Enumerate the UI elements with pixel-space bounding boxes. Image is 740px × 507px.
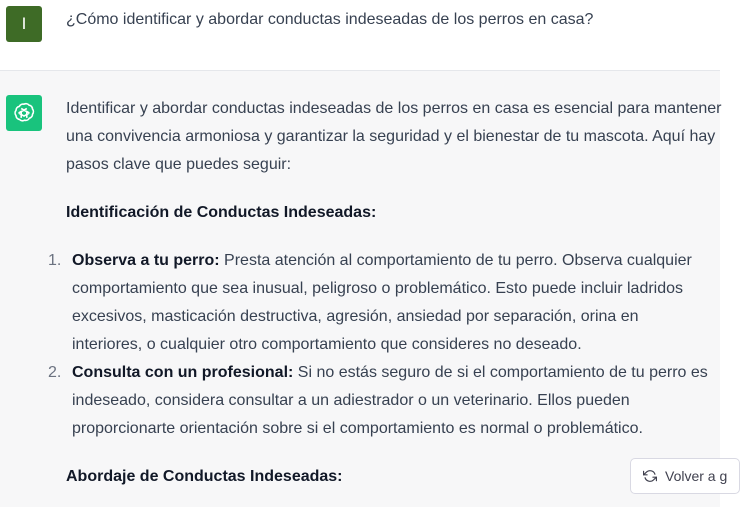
list-item-title: Observa a tu perro: [72, 252, 220, 269]
section-heading-approach: Abordaje de Conductas Indeseadas: [66, 468, 343, 485]
list-item [48, 359, 712, 443]
regenerate-button[interactable] [630, 458, 740, 494]
assistant-avatar [6, 95, 42, 131]
answer-intro: Identificar y abordar conductas indeseadas de los perros en casa es esencial para mantener una convivencia armoniosa y garantizar la seguridad y el bienestar de tu mascota. Aquí hay pasos clave que puedes seguir: [66, 100, 722, 173]
refresh-icon [643, 469, 657, 483]
section-heading-identification: Identificación de Conductas Indeseadas: [66, 204, 377, 221]
regenerate-button-label: Volver a g [665, 468, 728, 484]
assistant-answer [48, 95, 726, 491]
list-item-text: Presta atención al comportamiento de tu perro. Observa cualquier comportamiento que sea inusual, peligroso o problemático. Esto puede incluir ladridos excesivos, masticación destructiva, agresión, ansiedad por separación, orina en interiores, o cualquier otro comportamiento que consideres no deseado. [72, 252, 692, 353]
list-item-text: Si no estás seguro de si el comportamiento de tu perro es indeseado, considera consultar a un adiestrador o un veterinario. Ellos pueden proporcionarte orientación sobre si el comportamiento es normal o problemático. [72, 364, 708, 437]
list-item-title: Consulta con un profesional: [72, 364, 294, 381]
list-item-number: 2. [48, 364, 62, 381]
user-question-text: ¿Cómo identificar y abordar conductas indeseadas de los perros en casa? [66, 11, 594, 28]
steps-list [48, 247, 726, 443]
list-item-number: 1. [48, 252, 62, 269]
openai-logo-icon [12, 101, 36, 125]
user-avatar: I [6, 6, 42, 42]
user-message [0, 0, 720, 71]
assistant-message [0, 71, 720, 507]
list-item [48, 247, 712, 359]
